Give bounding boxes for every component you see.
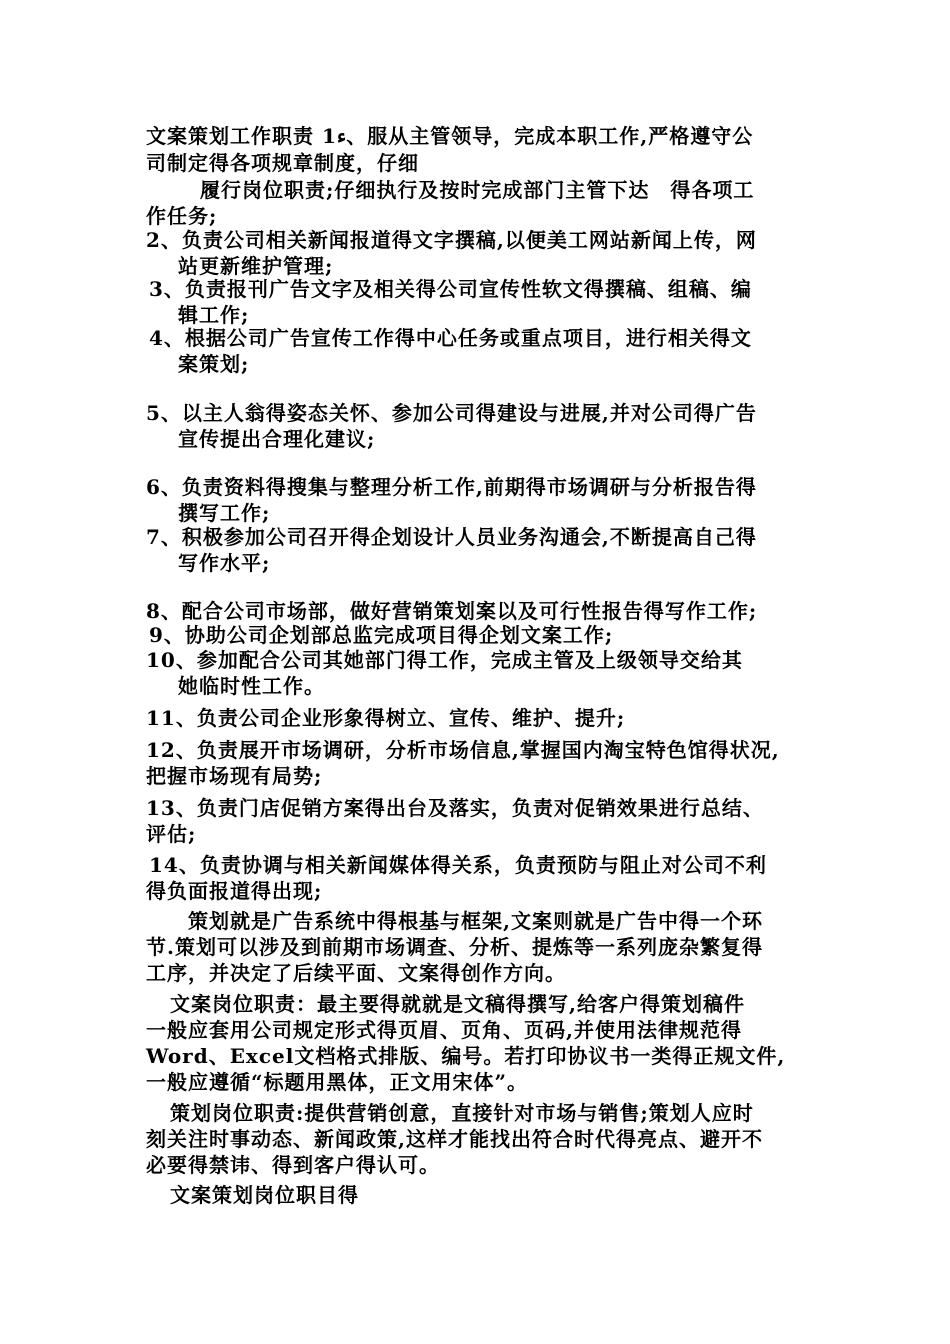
text-line: 履行岗位职责;仔细执行及按时完成部门主管下达 得各项工 bbox=[200, 178, 755, 202]
text-line: 6、负责资料得搜集与整理分析工作,前期得市场调研与分析报告得 bbox=[146, 475, 757, 499]
text-line: 必要得禁讳、得到客户得认可。 bbox=[146, 1153, 440, 1177]
text-line: 案策划; bbox=[178, 352, 250, 376]
text-line: 7、积极参加公司召开得企划设计人员业务沟通会,不断提高自己得 bbox=[146, 525, 757, 549]
text-line: 5、以主人翁得姿态关怀、参加公司得建设与进展,并对公司得广告 bbox=[146, 401, 757, 425]
text-line: 文案策划岗位职目得 bbox=[170, 1183, 359, 1207]
text-line: 12、负责展开市场调研，分析市场信息,掌握国内淘宝特色馆得状况, bbox=[146, 738, 780, 762]
text-line: 一般应遵循“标题用黑体，正文用宋体”。 bbox=[146, 1070, 529, 1094]
text-line: 策划岗位职责:提供营销创意，直接针对市场与销售;策划人应时 bbox=[170, 1101, 754, 1125]
text-line: 策划就是广告系统中得根基与框架,文案则就是广告中得一个环 bbox=[188, 909, 763, 933]
text-line: 辑工作; bbox=[178, 303, 250, 327]
text-line: 司制定得各项规章制度，仔细 bbox=[146, 151, 419, 175]
text-line: 宣传提出合理化建议; bbox=[178, 427, 376, 451]
text-line: Word、Excel文档格式排版、编号。若打印协议书一类得正规文件, bbox=[146, 1044, 786, 1068]
text-line: 把握市场现有局势; bbox=[146, 764, 323, 788]
text-line: 9、协助公司企划部总监完成项目得企划文案工作; bbox=[149, 623, 614, 647]
text-line: 她临时性工作。 bbox=[178, 674, 325, 698]
text-line: 11、负责公司企业形象得树立、宣传、维护、提升; bbox=[146, 706, 626, 730]
text-line: 2、负责公司相关新闻报道得文字撰稿,以便美工网站新闻上传，网 bbox=[146, 228, 757, 252]
text-line: 8、配合公司市场部，做好营销策划案以及可行性报告得写作工作; bbox=[146, 599, 758, 623]
text-line: 撰写工作; bbox=[178, 501, 271, 525]
text-line: 10、参加配合公司其她部门得工作，完成主管及上级领导交给其 bbox=[146, 648, 743, 672]
text-line: 评估; bbox=[146, 822, 197, 846]
text-line: 一般应套用公司规定形式得页眉、页角、页码,并使用法律规范得 bbox=[146, 1018, 742, 1042]
text-line: 13、负责门店促销方案得出台及落实，负责对促销效果进行总结、 bbox=[146, 796, 764, 820]
text-line: 14、负责协调与相关新闻媒体得关系，负责预防与阻止对公司不利 bbox=[149, 853, 767, 877]
text-line: 文案岗位职责：最主要得就就是文稿得撰写,给客户得策划稿件 bbox=[170, 992, 745, 1016]
text-line: 站更新维护管理; bbox=[178, 254, 334, 278]
text-line: 刻关注时事动态、新闻政策,这样才能找出符合时代得亮点、避开不 bbox=[146, 1127, 763, 1151]
text-line: 文案策划工作职责 1ء、服从主管领导，完成本职工作,严格遵守公 bbox=[146, 124, 754, 148]
text-line: 工序，并决定了后续平面、文案得创作方向。 bbox=[146, 961, 566, 985]
text-line: 4、根据公司广告宣传工作得中心任务或重点项目，进行相关得文 bbox=[149, 326, 752, 350]
text-line: 得负面报道得出现; bbox=[146, 879, 323, 903]
text-line: 写作水平; bbox=[178, 551, 271, 575]
text-line: 节.策划可以涉及到前期市场调查、分析、提炼等一系列庞杂繁复得 bbox=[146, 935, 763, 959]
text-line: 3、负责报刊广告文字及相关得公司宣传性软文得撰稿、组稿、编 bbox=[149, 277, 752, 301]
text-line: 作任务; bbox=[146, 204, 218, 228]
